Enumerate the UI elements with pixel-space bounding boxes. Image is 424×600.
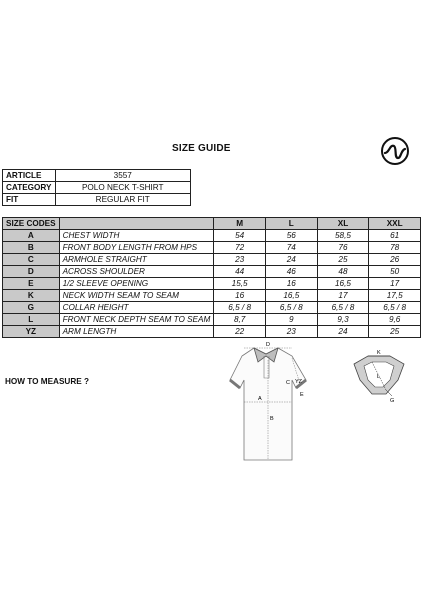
- table-row: [3, 290, 421, 302]
- label-l: L: [377, 374, 381, 380]
- info-key: ARTICLE: [3, 170, 56, 182]
- info-value: POLO NECK T-SHIRT: [55, 182, 191, 194]
- table-row: [3, 266, 421, 278]
- article-info-table: [2, 169, 191, 206]
- size-value-l: 6,5 / 8: [265, 302, 317, 314]
- table-row: [3, 242, 421, 254]
- measurement-description: ACROSS SHOULDER: [59, 266, 214, 278]
- table-row: [3, 230, 421, 242]
- column-header: [59, 218, 214, 230]
- table-row: [3, 278, 421, 290]
- size-code: YZ: [3, 326, 60, 338]
- size-value-l: 16: [265, 278, 317, 290]
- size-value-xxl: 61: [369, 230, 421, 242]
- size-value-xl: 25: [317, 254, 369, 266]
- info-value: REGULAR FIT: [55, 194, 191, 206]
- size-value-xl: 76: [317, 242, 369, 254]
- size-table: [2, 217, 421, 338]
- size-value-xxl: 50: [369, 266, 421, 278]
- size-value-xxl: 25: [369, 326, 421, 338]
- page-title: SIZE GUIDE: [172, 143, 231, 154]
- size-code: A: [3, 230, 60, 242]
- table-row: [3, 302, 421, 314]
- size-value-m: 15,5: [214, 278, 266, 290]
- size-value-xxl: 78: [369, 242, 421, 254]
- size-code: C: [3, 254, 60, 266]
- size-value-m: 6,5 / 8: [214, 302, 266, 314]
- size-value-m: 44: [214, 266, 266, 278]
- size-value-xl: 24: [317, 326, 369, 338]
- column-header: SIZE CODES: [3, 218, 60, 230]
- info-value: 3557: [55, 170, 191, 182]
- size-value-xxl: 17,5: [369, 290, 421, 302]
- table-row: [3, 314, 421, 326]
- size-value-xl: 6,5 / 8: [317, 302, 369, 314]
- size-code: L: [3, 314, 60, 326]
- polo-shirt-diagram: [214, 340, 324, 470]
- column-header: M: [214, 218, 266, 230]
- info-key: CATEGORY: [3, 182, 56, 194]
- size-code: K: [3, 290, 60, 302]
- label-d: D: [266, 342, 270, 348]
- measurement-description: FRONT NECK DEPTH SEAM TO SEAM: [59, 314, 214, 326]
- size-value-m: 22: [214, 326, 266, 338]
- size-value-m: 16: [214, 290, 266, 302]
- column-header: XXL: [369, 218, 421, 230]
- info-row: [3, 182, 191, 194]
- size-code: G: [3, 302, 60, 314]
- measurement-description: COLLAR HEIGHT: [59, 302, 214, 314]
- table-row: [3, 326, 421, 338]
- info-row: [3, 194, 191, 206]
- how-to-measure-heading: HOW TO MEASURE ?: [5, 377, 89, 386]
- size-value-xl: 17: [317, 290, 369, 302]
- label-g: G: [390, 398, 395, 404]
- measurement-description: NECK WIDTH SEAM TO SEAM: [59, 290, 214, 302]
- measurement-description: CHEST WIDTH: [59, 230, 214, 242]
- size-value-l: 56: [265, 230, 317, 242]
- brand-logo-icon: [380, 136, 410, 166]
- label-k: K: [377, 350, 381, 356]
- size-value-xxl: 6,5 / 8: [369, 302, 421, 314]
- size-value-l: 24: [265, 254, 317, 266]
- size-value-m: 72: [214, 242, 266, 254]
- size-value-l: 23: [265, 326, 317, 338]
- collar-diagram: [350, 350, 408, 405]
- size-value-m: 23: [214, 254, 266, 266]
- table-row: [3, 254, 421, 266]
- measurement-description: ARM LENGTH: [59, 326, 214, 338]
- size-value-l: 74: [265, 242, 317, 254]
- size-code: E: [3, 278, 60, 290]
- size-value-xxl: 17: [369, 278, 421, 290]
- size-value-xl: 48: [317, 266, 369, 278]
- measurement-description: 1/2 SLEEVE OPENING: [59, 278, 214, 290]
- label-c: C: [286, 380, 290, 386]
- size-table-header: [3, 218, 421, 230]
- measurement-description: ARMHOLE STRAIGHT: [59, 254, 214, 266]
- size-value-m: 8,7: [214, 314, 266, 326]
- info-key: FIT: [3, 194, 56, 206]
- size-value-xl: 9,3: [317, 314, 369, 326]
- size-value-m: 54: [214, 230, 266, 242]
- size-value-xl: 58,5: [317, 230, 369, 242]
- size-code: B: [3, 242, 60, 254]
- column-header: XL: [317, 218, 369, 230]
- info-row: [3, 170, 191, 182]
- size-code: D: [3, 266, 60, 278]
- size-value-xl: 16,5: [317, 278, 369, 290]
- size-value-xxl: 9,6: [369, 314, 421, 326]
- size-value-l: 46: [265, 266, 317, 278]
- label-yz: YZ: [295, 379, 303, 385]
- size-value-l: 9: [265, 314, 317, 326]
- size-value-xxl: 26: [369, 254, 421, 266]
- column-header: L: [265, 218, 317, 230]
- size-value-l: 16,5: [265, 290, 317, 302]
- measurement-description: FRONT BODY LENGTH FROM HPS: [59, 242, 214, 254]
- label-b: B: [270, 416, 274, 422]
- label-e: E: [300, 392, 304, 398]
- label-a: A: [258, 396, 262, 402]
